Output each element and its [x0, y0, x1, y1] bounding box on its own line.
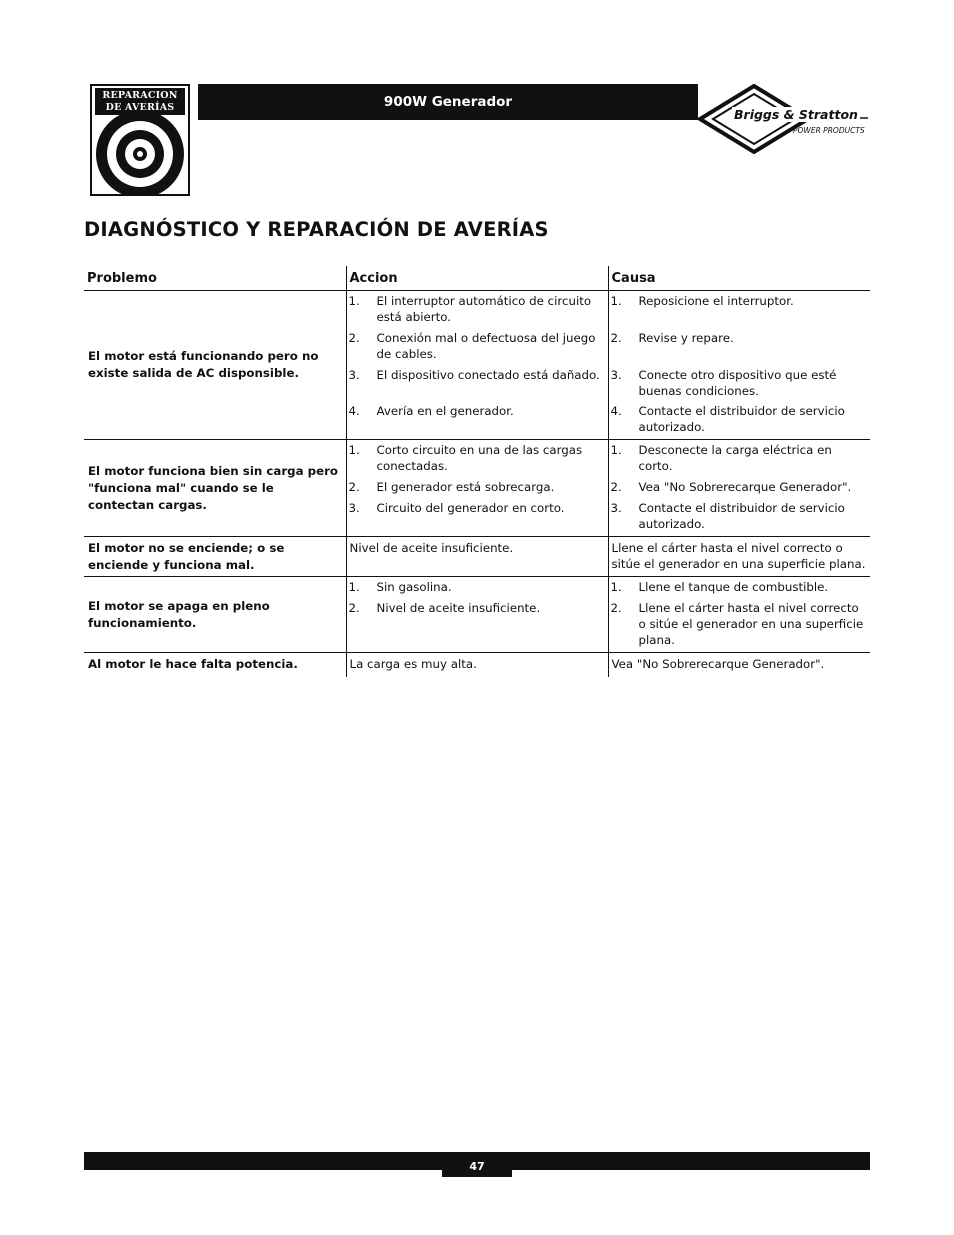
list-item: 1. Reposicione el interruptor. — [610, 294, 794, 308]
problem-cell: El motor funciona bien sin carga pero "funciona mal" cuando se le contectan cargas. — [84, 440, 346, 537]
accion-cell: Nivel de aceite insuficiente. — [346, 537, 608, 577]
list-item: 2. Llene el cárter hasta el nivel correcto o sitúe el generador en una superficie plana. — [610, 601, 864, 647]
causa-cell — [608, 577, 870, 653]
header-problemo: Problemo — [84, 266, 346, 291]
list-item: 4. Avería en el generador. — [348, 404, 514, 418]
list-item: 1. Desconecte la carga eléctrica en corto. — [610, 443, 832, 473]
troubleshooting-table — [84, 266, 870, 677]
page-number-tab — [442, 1152, 512, 1177]
accion-cell: La carga es muy alta. — [346, 653, 608, 677]
header-causa: Causa — [608, 266, 870, 291]
section-badge — [90, 84, 190, 196]
brand-name: Briggs & Stratton — [734, 107, 858, 122]
header-accion: Accion — [346, 266, 608, 291]
table-row — [84, 653, 870, 677]
list-item: 1. El interruptor automático de circuito está abierto. — [348, 294, 592, 324]
list-item: 4. Contacte el distribuidor de servicio autorizado. — [610, 404, 845, 434]
table-header-row — [84, 266, 870, 291]
problem-cell: Al motor le hace falta potencia. — [88, 657, 298, 672]
list-item: 2. Nivel de aceite insuficiente. — [348, 601, 541, 615]
manual-title: 900W Generador — [383, 94, 513, 110]
table-row — [84, 577, 870, 653]
page-number: 47 — [469, 1160, 485, 1173]
list-item: 2. El generador está sobrecarga. — [348, 480, 555, 494]
brand-subtitle: POWER PRODUCTS — [793, 126, 865, 135]
causa-cell — [608, 291, 870, 440]
list-item: 1. Llene el tanque de combustible. — [610, 580, 829, 594]
list-item: 2. Revise y repare. — [610, 331, 734, 345]
accion-cell — [346, 440, 608, 537]
list-item: 3. El dispositivo conectado está dañado. — [348, 368, 600, 382]
badge-line-1: REPARACION — [102, 90, 178, 101]
badge-line-2: DE AVERÍAS — [105, 102, 175, 113]
list-item: 2. Conexión mal o defectuosa del juego de cables. — [348, 331, 596, 361]
badge-title — [95, 88, 185, 115]
causa-cell: Llene el cárter hasta el nivel correcto o sitúe el generador en una superficie plana. — [608, 537, 870, 577]
problem-cell: El motor está funcionando pero no existe salida de AC disponsible. — [84, 291, 346, 440]
table-row — [84, 537, 870, 577]
page-title: DIAGNÓSTICO Y REPARACIÓN DE AVERÍAS — [84, 218, 549, 241]
list-item: 1. Corto circuito en una de las cargas conectadas. — [348, 443, 583, 473]
manual-title-bar — [198, 84, 698, 120]
problem-cell: El motor no se enciende; o se enciende y funciona mal. — [84, 537, 346, 577]
list-item: 3. Conecte otro dispositivo que esté buenas condiciones. — [610, 368, 837, 398]
list-item: 2. Vea "No Sobrerecarque Generador". — [610, 480, 852, 494]
accion-cell — [346, 291, 608, 440]
causa-cell: Vea "No Sobrerecarque Generador". — [608, 653, 870, 677]
list-item: 3. Contacte el distribuidor de servicio autorizado. — [610, 501, 845, 531]
list-item: 1. Sin gasolina. — [348, 580, 452, 594]
target-icon — [92, 114, 188, 194]
causa-cell — [608, 440, 870, 537]
list-item: 3. Circuito del generador en corto. — [348, 501, 565, 515]
table-row — [84, 440, 870, 537]
problem-cell: El motor se apaga en pleno funcionamiento. — [84, 577, 346, 653]
accion-cell — [346, 577, 608, 653]
table-row — [84, 291, 870, 440]
